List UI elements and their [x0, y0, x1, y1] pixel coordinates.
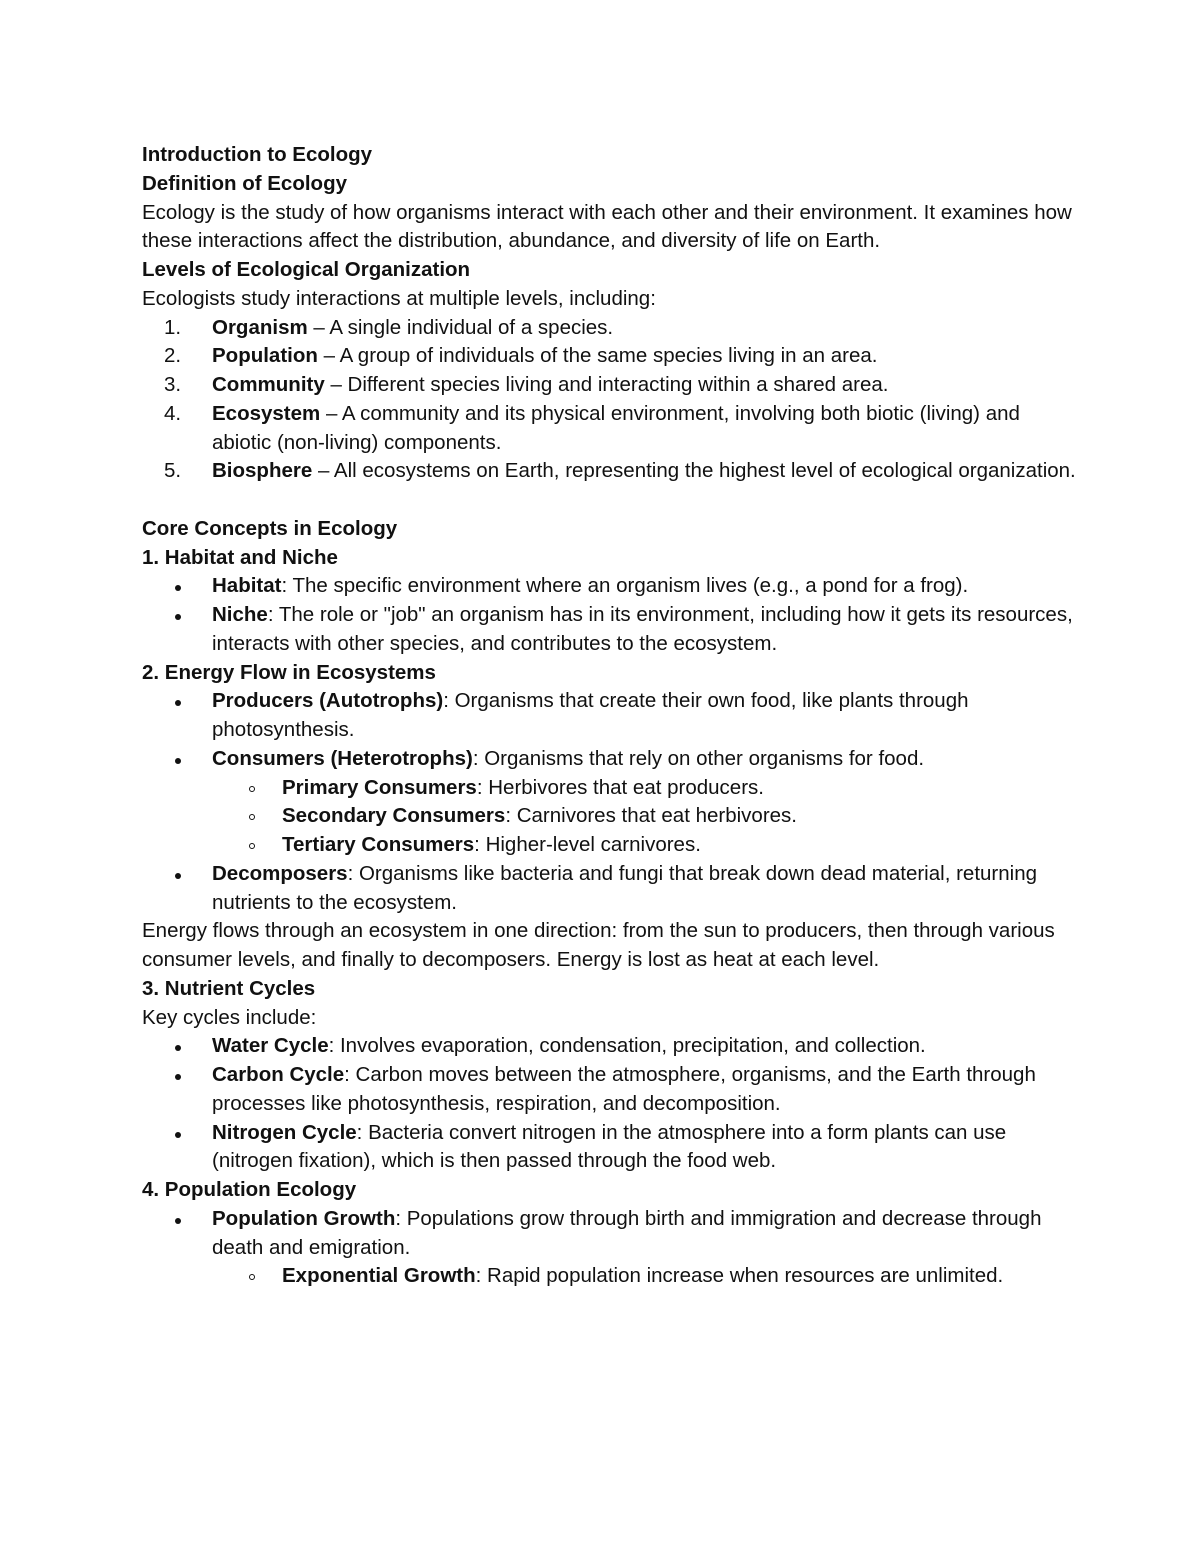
population-list: [142, 1205, 1077, 1291]
definition-text: Ecology is the study of how organisms interact with each other and their environment. It examines how these interactions affect the distribution, abundance, and diversity of life on Earth.: [142, 200, 1072, 253]
list-number: 1.: [164, 315, 182, 339]
bullet-icon: [175, 1132, 181, 1138]
sub-list-item: [142, 1262, 1077, 1291]
list-item: [142, 342, 1077, 371]
list-term: Primary Consumers: [282, 775, 477, 799]
list-number: 5.: [164, 459, 182, 483]
list-term: Secondary Consumers: [282, 804, 506, 828]
sub-list-item: [142, 831, 1077, 860]
list-item: [142, 601, 1077, 659]
list-item: [142, 371, 1077, 400]
hollow-bullet-icon: [249, 786, 255, 792]
energy-list: [142, 687, 1077, 917]
bullet-icon: [175, 585, 181, 591]
list-text: : Bacteria convert nitrogen in the atmosphere into a form plants can use (nitrogen fixation), which is then passed through the food web.: [212, 1120, 1007, 1173]
bullet-icon: [175, 700, 181, 706]
levels-list: [142, 314, 1077, 487]
core-heading: Core Concepts in Ecology: [142, 516, 398, 540]
paragraph-spacer: [142, 486, 1077, 515]
bullet-icon: [175, 873, 181, 879]
list-term: Decomposers: [212, 861, 348, 885]
list-term: Niche: [212, 603, 268, 626]
bullet-icon: [175, 1218, 181, 1224]
levels-intro: Ecologists study interactions at multiple levels, including:: [142, 286, 656, 310]
list-text: : Carnivores that eat herbivores.: [505, 804, 798, 828]
list-text: : Higher-level carnivores.: [474, 833, 701, 856]
list-text: : Involves evaporation, condensation, precipitation, and collection.: [328, 1034, 926, 1058]
list-term: Ecosystem: [212, 401, 321, 425]
list-term: Carbon Cycle: [212, 1063, 345, 1086]
list-text: – All ecosystems on Earth, representing the highest level of ecological organization.: [312, 459, 1076, 483]
list-text: : Rapid population increase when resources are unlimited.: [475, 1264, 1004, 1288]
list-item: [142, 1032, 1077, 1061]
document-title: Introduction to Ecology: [142, 143, 373, 166]
sub-list-item: [142, 802, 1077, 831]
list-item: [142, 745, 1077, 774]
nutrient-intro: Key cycles include:: [142, 1005, 317, 1029]
hollow-bullet-icon: [249, 1274, 255, 1280]
list-term: Nitrogen Cycle: [212, 1120, 357, 1144]
nutrient-list: [142, 1032, 1077, 1176]
list-term: Community: [212, 373, 325, 396]
document-body: [142, 141, 1077, 1291]
list-text: : Populations grow through birth and immigration and decrease through death and emigration.: [212, 1206, 1042, 1259]
list-text: : The specific environment where an organism lives (e.g., a pond for a frog).: [281, 574, 969, 598]
list-text: : Organisms that rely on other organisms for food.: [472, 746, 925, 770]
bullet-icon: [175, 614, 181, 620]
list-number: 2.: [164, 344, 182, 368]
list-text: – Different species living and interacting within a shared area.: [324, 373, 889, 396]
list-number: 3.: [164, 373, 182, 396]
bullet-icon: [175, 758, 181, 764]
nutrient-heading: 3. Nutrient Cycles: [142, 976, 316, 1000]
list-term: Organism: [212, 315, 308, 339]
list-term: Habitat: [212, 574, 282, 598]
list-term: Tertiary Consumers: [282, 833, 475, 856]
list-text: : The role or "job" an organism has in its environment, including how it gets its resources, interacts with other species, and contributes to the ecosystem.: [212, 603, 1073, 655]
habitat-heading: 1. Habitat and Niche: [142, 545, 338, 569]
population-heading: 4. Population Ecology: [142, 1178, 357, 1201]
list-term: Consumers (Heterotrophs): [212, 746, 473, 770]
energy-paragraph: Energy flows through an ecosystem in one direction: from the sun to producers, then through various consumer levels, and finally to decomposers. Energy is lost as heat at each level.: [142, 919, 1055, 971]
bullet-icon: [175, 1074, 181, 1080]
list-item: [142, 457, 1077, 486]
list-term: Exponential Growth: [282, 1264, 476, 1288]
list-term: Water Cycle: [212, 1034, 329, 1058]
list-text: : Carbon moves between the atmosphere, organisms, and the Earth through processes like photosynthesis, respiration, and decomposition.: [212, 1063, 1036, 1115]
list-text: : Organisms like bacteria and fungi that break down dead material, returning nutrients to the ecosystem.: [212, 861, 1037, 914]
list-text: – A single individual of a species.: [307, 315, 614, 339]
hollow-bullet-icon: [249, 843, 255, 849]
list-item: [142, 1061, 1077, 1119]
list-term: Population: [212, 344, 318, 368]
list-term: Producers (Autotrophs): [212, 689, 444, 713]
list-item: [142, 860, 1077, 918]
list-item: [142, 687, 1077, 745]
list-term: Biosphere: [212, 459, 313, 483]
list-term: Population Growth: [212, 1206, 396, 1230]
energy-heading: 2. Energy Flow in Ecosystems: [142, 660, 436, 684]
list-item: [142, 572, 1077, 601]
list-item: [142, 400, 1077, 458]
list-text: : Organisms that create their own food, like plants through photosynthesis.: [212, 689, 969, 741]
list-item: [142, 314, 1077, 343]
list-item: [142, 1205, 1077, 1263]
list-number: 4.: [164, 401, 182, 425]
list-text: – A community and its physical environment, involving both biotic (living) and abiotic (non-living) components.: [212, 401, 1020, 454]
list-text: – A group of individuals of the same species living in an area.: [317, 344, 878, 368]
list-item: [142, 1119, 1077, 1177]
sub-list-item: [142, 774, 1077, 803]
habitat-list: [142, 572, 1077, 658]
list-text: : Herbivores that eat producers.: [476, 775, 764, 799]
bullet-icon: [175, 1045, 181, 1051]
definition-heading: Definition of Ecology: [142, 171, 347, 195]
hollow-bullet-icon: [249, 814, 255, 820]
levels-heading: Levels of Ecological Organization: [142, 258, 471, 281]
